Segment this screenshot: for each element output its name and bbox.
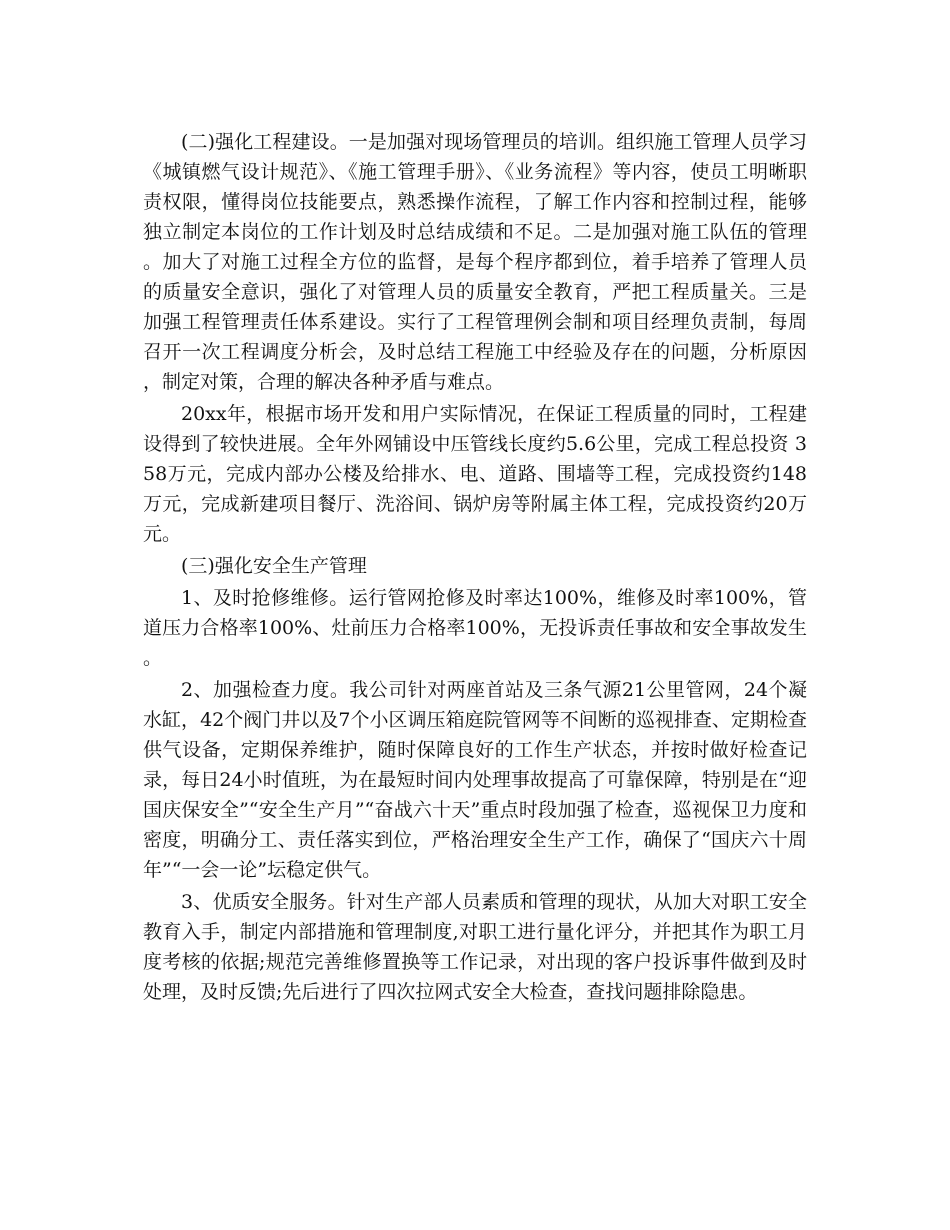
paragraph-repair: 1、及时抢修维修。运行管网抢修及时率达100%，维修及时率100%，管道压力合格率100%、灶前压力合格率100%，无投诉责任事故和安全事故发生。 xyxy=(143,587,807,669)
paragraph-engineering-construction: (二)强化工程建设。一是加强对现场管理员的培训。组织施工管理人员学习《城镇燃气设计规范》、《施工管理手册》、《业务流程》等内容，使员工明晰职责权限，懂得岗位技能要点，熟悉操作流程，了解工作内容和控制过程，能够独立制定本岗位的工作计划及时总结成绩和不足。二是加强对施工队伍的管理。加大了对施工过程全方位的监督，是每个程序都到位，着手培养了管理人员的质量安全意识，强化了对管理人员的质量安全教育，严把工程质量关。三是加强工程管理责任体系建设。实行了工程管理例会制和项目经理负责制，每周召开一次工程调度分析会，及时总结工程施工中经验及存在的问题，分析原因，制定对策，合理的解决各种矛盾与难点。 xyxy=(143,131,807,393)
section-heading-safety: (三)强化安全生产管理 xyxy=(181,555,367,577)
paragraph-inspection: 2、加强检查力度。我公司针对两座首站及三条气源21公里管网，24个凝水缸，42个阀门井以及7个小区调压箱庭院管网等不间断的巡视排查、定期检查供气设备，定期保养维护，随时保障良好的工作生产状态，并按时做好检查记录，每日24小时值班，为在最短时间内处理事故提高了可靠保障，特别是在“迎国庆保安全”“安全生产月”“奋战六十天”重点时段加强了检查，巡视保卫力度和密度，明确分工、责任落实到位，严格治理安全生产工作，确保了“国庆六十周年”“一会一论”坛稳定供气。 xyxy=(143,679,807,881)
paragraph-annual-progress: 20xx年，根据市场开发和用户实际情况，在保证工程质量的同时，工程建设得到了较快进展。全年外网铺设中压管线长度约5.6公里，完成工程总投资 358万元，完成内部办公楼及给排水、电、道路、围墙等工程，完成投资约148万元，完成新建项目餐厅、洗浴间、锅炉房等附属主体工程，完成投资约20万元。 xyxy=(143,403,807,545)
paragraph-service: 3、优质安全服务。针对生产部人员素质和管理的现状，从加大对职工安全教育入手，制定内部措施和管理制度,对职工进行量化评分，并把其作为职工月度考核的依据;规范完善维修置换等工作记录，对出现的客户投诉事件做到及时处理，及时反馈;先后进行了四次拉网式安全大检查，查找问题排除隐患。 xyxy=(143,891,807,1003)
document-body xyxy=(143,127,807,1009)
